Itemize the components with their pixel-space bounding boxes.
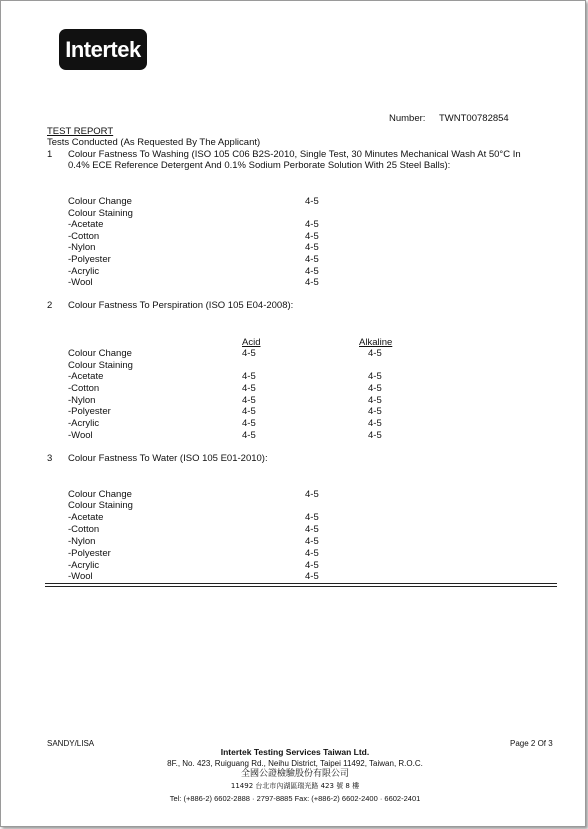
test2-alkaline-value: 4-5 (368, 418, 382, 429)
end-rule-bottom (45, 586, 557, 587)
test1-row-label: Colour Staining (68, 208, 133, 219)
test2-row-label: -Acetate (68, 371, 104, 382)
test2-acid-value: 4-5 (242, 430, 256, 441)
test2-row-label: -Wool (68, 430, 93, 441)
report-title: TEST REPORT (47, 126, 114, 137)
test3-row-value: 4-5 (305, 560, 319, 571)
test2-acid-value: 4-5 (242, 383, 256, 394)
test2-alkaline-value: 4-5 (368, 406, 382, 417)
test1-row-value: 4-5 (305, 231, 319, 242)
test2-acid-value: 4-5 (242, 348, 256, 359)
test1-row-value: 4-5 (305, 219, 319, 230)
test2-row-label: -Acrylic (68, 418, 100, 429)
test1-row-value: 4-5 (305, 266, 319, 277)
test2-alkaline-value: 4-5 (368, 348, 382, 359)
test2-title: Colour Fastness To Perspiration (ISO 105 E04-2008): (68, 300, 294, 311)
footer-address-cn: 11492 台北市內湖區瑞光路 423 號 8 樓 (230, 782, 360, 790)
test3-row-label: -Acetate (68, 512, 104, 523)
test2-acid-value: 4-5 (242, 371, 256, 382)
test2-alkaline-value: 4-5 (368, 395, 382, 406)
test3-row-label: -Cotton (68, 524, 100, 535)
test2-acid-value: 4-5 (242, 418, 256, 429)
footer-contact: Tel: (+886-2) 6602-2888 · 2797-8885 Fax: (+886-2) 6602-2400 · 6602-2401 (169, 794, 421, 803)
test3-row-label: Colour Staining (68, 500, 133, 511)
test3-row-label: -Polyester (68, 548, 111, 559)
test3-row-value: 4-5 (305, 489, 319, 500)
footer-company: Intertek Testing Services Taiwan Ltd. (220, 747, 370, 757)
test1-row-label: -Acrylic (68, 266, 100, 277)
test3-row-value: 4-5 (305, 536, 319, 547)
test3-number: 3 (47, 453, 53, 464)
end-rule-top (45, 583, 557, 584)
acid-column-header: Acid (242, 337, 261, 348)
test2-row-label: -Polyester (68, 406, 111, 417)
report-number: TWNT00782854 (439, 113, 509, 124)
test1-row-value: 4-5 (305, 254, 319, 265)
test1-row-label: -Acetate (68, 219, 104, 230)
tests-conducted: Tests Conducted (As Requested By The Applicant) (47, 137, 261, 148)
test3-title: Colour Fastness To Water (ISO 105 E01-2010): (68, 453, 268, 464)
signature-initials: SANDY/LISA (47, 739, 95, 748)
test2-acid-value: 4-5 (242, 406, 256, 417)
test3-row-value: 4-5 (305, 512, 319, 523)
test3-row-label: -Acrylic (68, 560, 100, 571)
test1-title-line1: Colour Fastness To Washing (ISO 105 C06 B2S-2010, Single Test, 30 Minutes Mechanical Wash At 50°C In (68, 149, 521, 160)
test1-title-line2: 0.4% ECE Reference Detergent And 0.1% Sodium Perborate Solution With 25 Steel Balls): (68, 160, 451, 171)
test1-row-value: 4-5 (305, 196, 319, 207)
test1-row-label: -Nylon (68, 242, 96, 253)
test2-number: 2 (47, 300, 53, 311)
test3-row-value: 4-5 (305, 524, 319, 535)
test2-row-label: -Cotton (68, 383, 100, 394)
test1-row-label: Colour Change (68, 196, 132, 207)
alkaline-column-header: Alkaline (359, 337, 393, 348)
test2-row-label: Colour Change (68, 348, 132, 359)
footer-company-cn: 全國公證檢驗股份有限公司 (240, 769, 349, 779)
footer-address: 8F., No. 423, Ruiguang Rd., Neihu District, Taipei 11492, Taiwan, R.O.C. (167, 759, 423, 768)
test1-number: 1 (47, 149, 53, 160)
test2-row-label: Colour Staining (68, 360, 133, 371)
test1-row-label: -Wool (68, 277, 93, 288)
intertek-logo: Intertek (59, 29, 147, 70)
test3-row-label: -Nylon (68, 536, 96, 547)
test1-row-value: 4-5 (305, 277, 319, 288)
test1-row-value: 4-5 (305, 242, 319, 253)
test3-row-label: -Wool (68, 571, 93, 582)
test2-acid-value: 4-5 (242, 395, 256, 406)
test2-alkaline-value: 4-5 (368, 383, 382, 394)
test3-row-value: 4-5 (305, 571, 319, 582)
page-number: Page 2 Of 3 (510, 739, 553, 748)
number-label: Number: (389, 113, 426, 124)
test2-alkaline-value: 4-5 (368, 371, 382, 382)
test2-row-label: -Nylon (68, 395, 96, 406)
test1-row-label: -Polyester (68, 254, 111, 265)
test3-row-value: 4-5 (305, 548, 319, 559)
test1-row-label: -Cotton (68, 231, 100, 242)
test2-alkaline-value: 4-5 (368, 430, 382, 441)
test3-row-label: Colour Change (68, 489, 132, 500)
